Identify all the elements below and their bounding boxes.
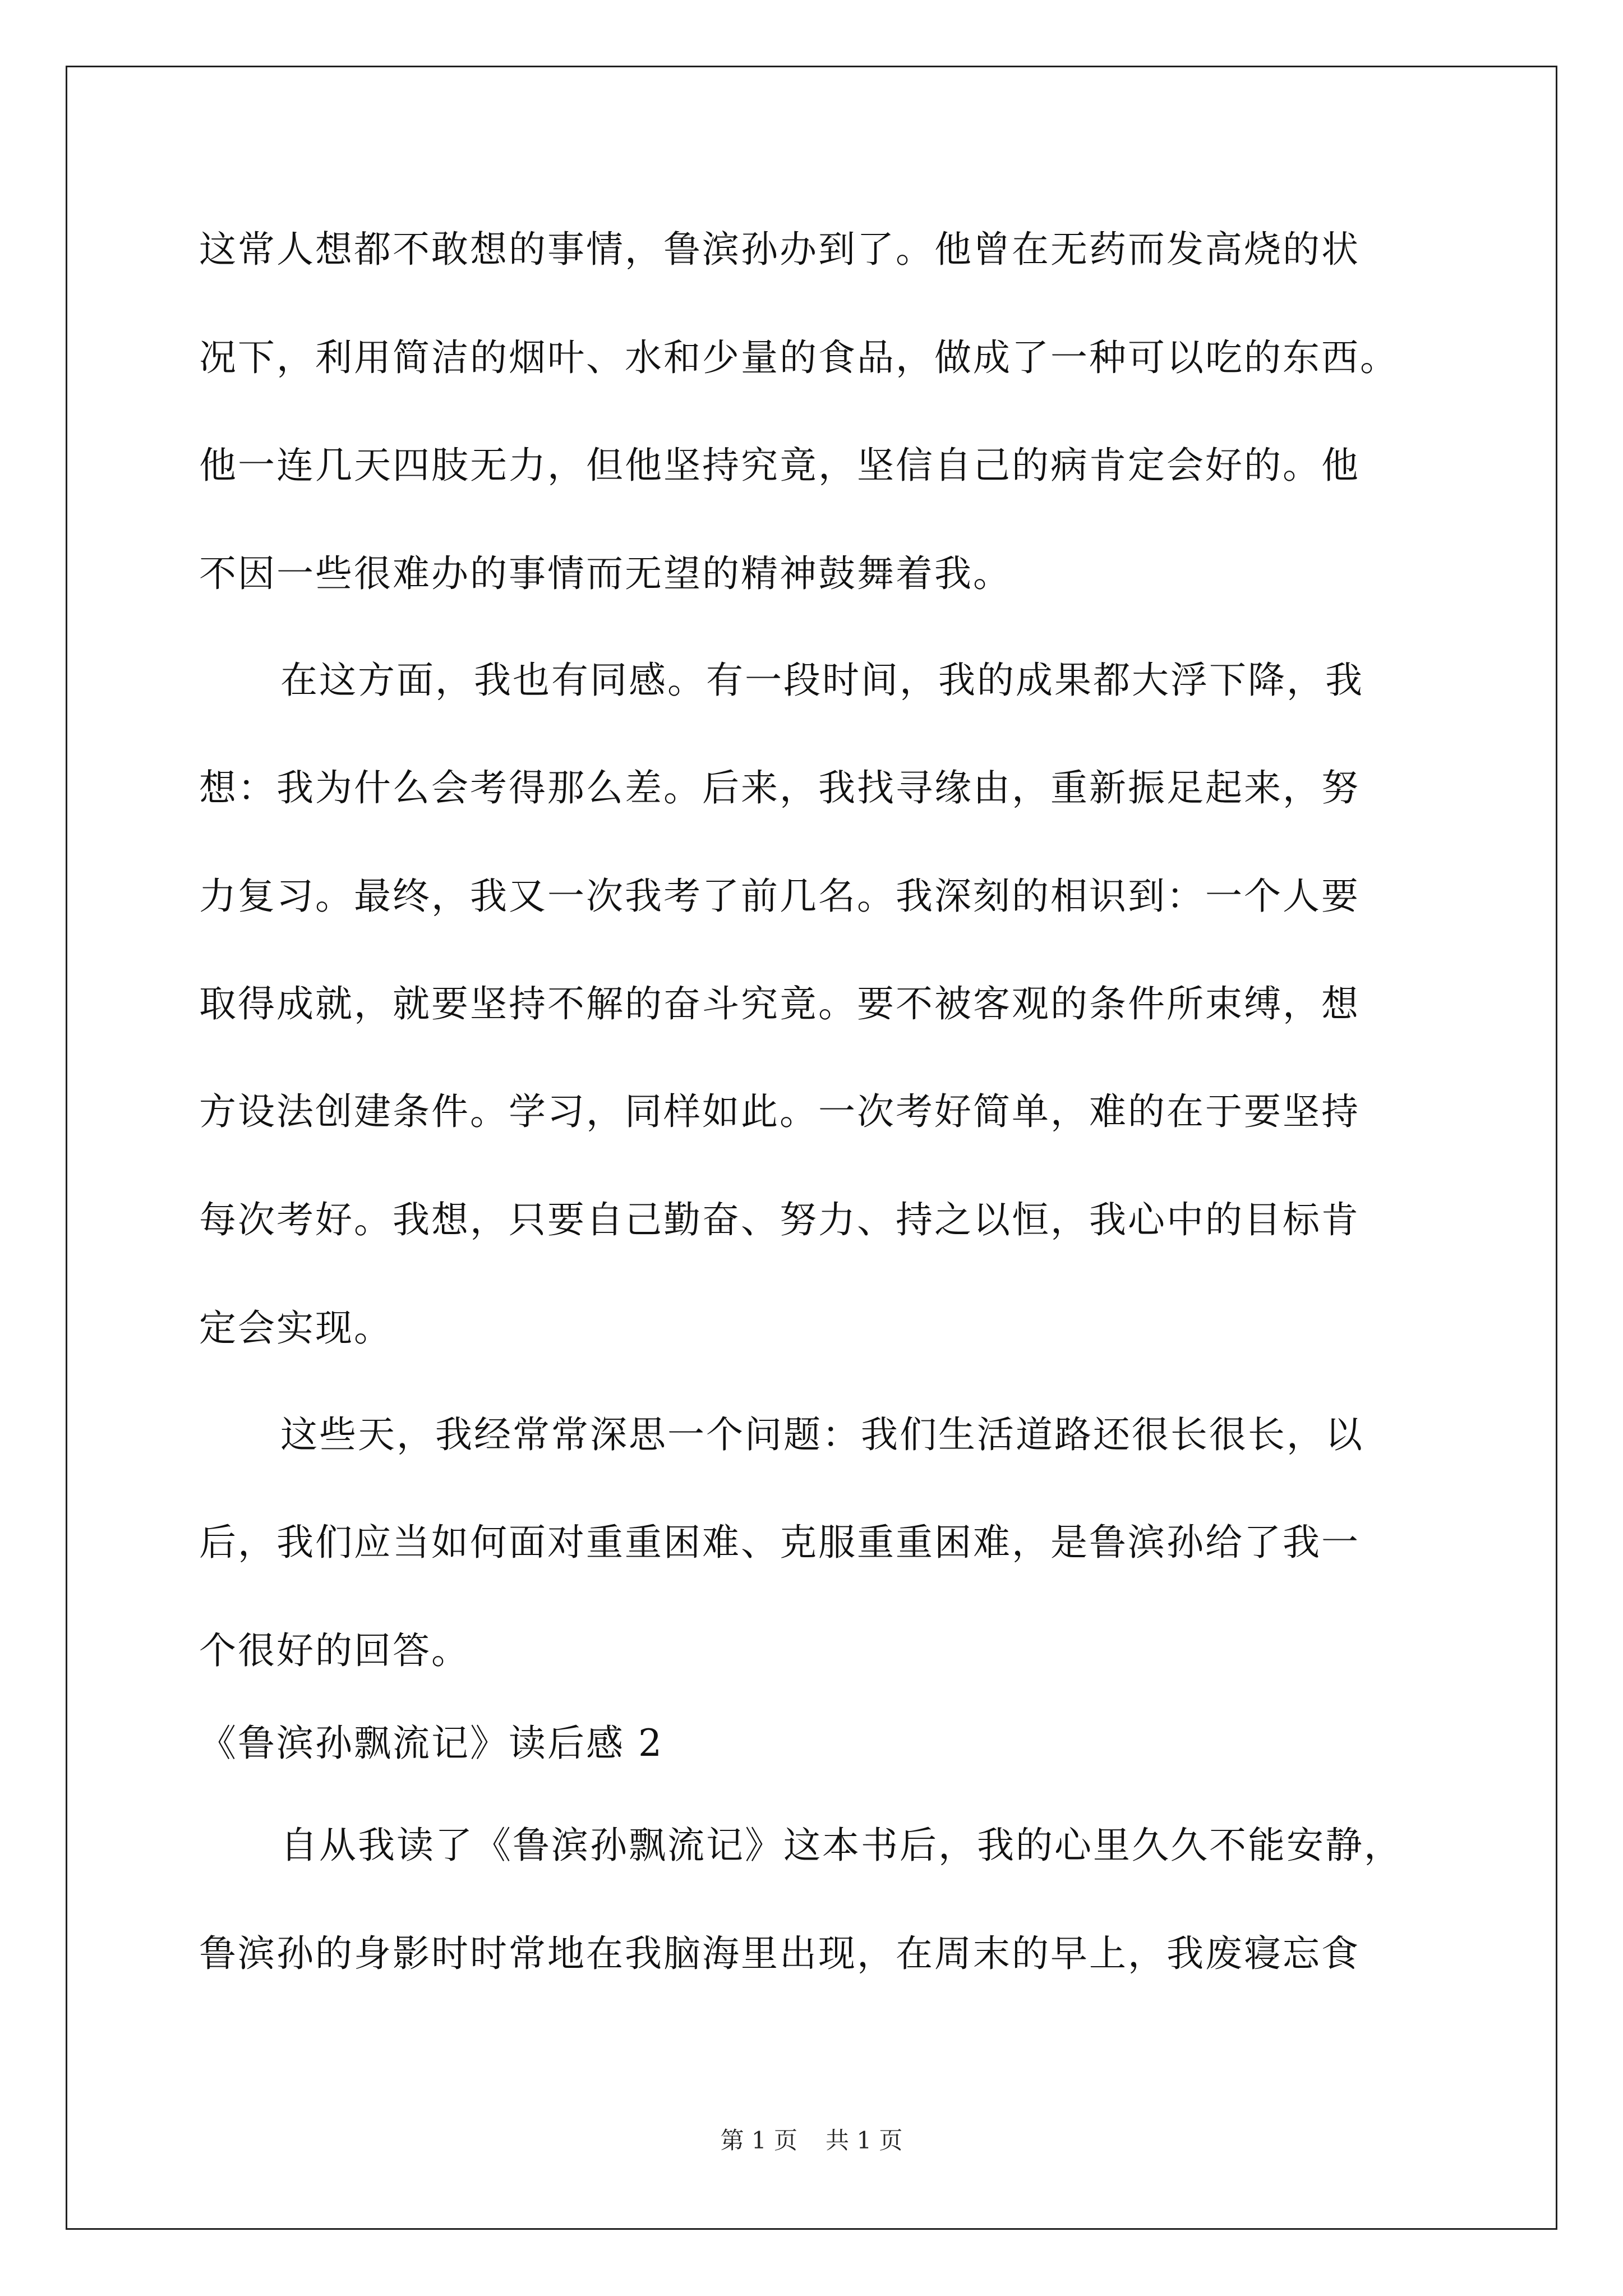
page-number: 第 1 页	[720, 2127, 797, 2154]
body-line: 不因一些很难办的事情而无望的精神鼓舞着我。	[199, 552, 1012, 595]
body-line: 这常人想都不敢想的事情，鲁滨孙办到了。他曾在无药而发高烧的状	[199, 228, 1360, 271]
page-border	[66, 66, 1557, 2230]
body-line: 后，我们应当如何面对重重困难、克服重重困难，是鲁滨孙给了我一	[199, 1521, 1360, 1564]
page-footer	[0, 2126, 1623, 2155]
body-line: 取得成就，就要坚持不解的奋斗究竟。要不被客观的条件所束缚，想	[199, 982, 1360, 1025]
body-line: 鲁滨孙的身影时时常地在我脑海里出现，在周末的早上，我废寝忘食	[199, 1932, 1360, 1975]
body-line: 想：我为什么会考得那么差。后来，我找寻缘由，重新振足起来，努	[199, 766, 1360, 809]
body-line: 定会实现。	[199, 1306, 393, 1350]
body-line: 力复习。最终，我又一次我考了前几名。我深刻的相识到：一个人要	[199, 875, 1360, 918]
paragraph-start-line: 在这方面，我也有同感。有一段时间，我的成果都大浮下降，我	[280, 659, 1364, 702]
paragraph-start-line: 这些天，我经常常深思一个问题：我们生活道路还很长很长，以	[280, 1413, 1364, 1456]
paragraph-start-line: 自从我读了《鲁滨孙飘流记》这本书后，我的心里久久不能安静，	[280, 1824, 1403, 1867]
body-line: 他一连几天四肢无力，但他坚持究竟，坚信自己的病肯定会好的。他	[199, 444, 1360, 487]
body-line: 方设法创建条件。学习，同样如此。一次考好简单，难的在于要坚持	[199, 1090, 1360, 1133]
body-line: 况下，利用简洁的烟叶、水和少量的食品，做成了一种可以吃的东西。	[199, 336, 1399, 379]
body-line: 每次考好。我想，只要自己勤奋、努力、持之以恒，我心中的目标肯	[199, 1198, 1360, 1241]
page-total: 共 1 页	[826, 2127, 903, 2154]
body-line: 个很好的回答。	[199, 1629, 470, 1672]
section-title: 《鲁滨孙飘流记》读后感 2	[199, 1722, 663, 1765]
